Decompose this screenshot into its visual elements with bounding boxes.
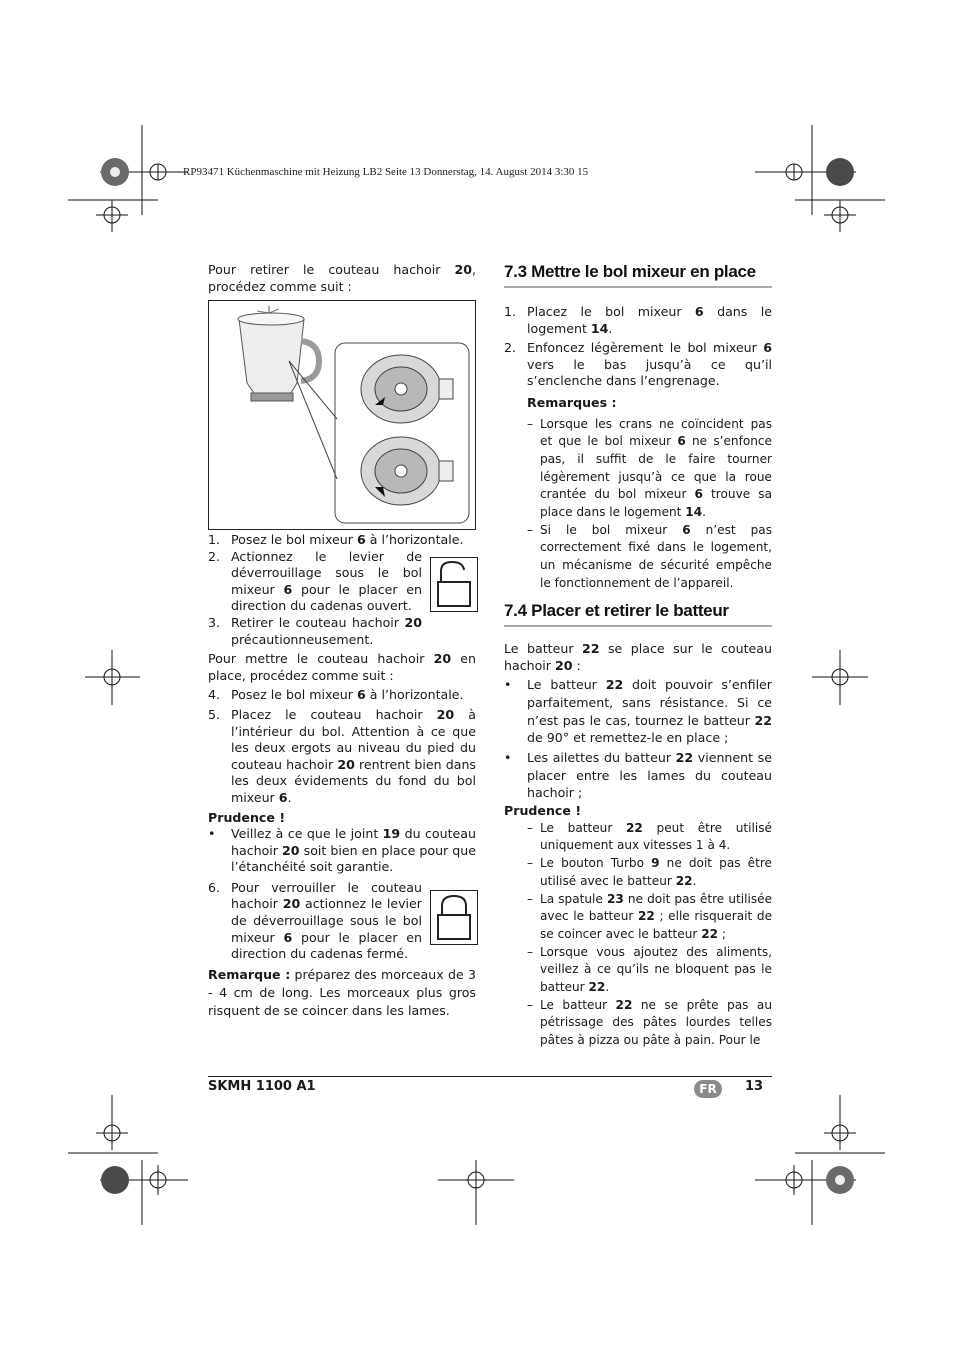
ref-number: 20 (404, 614, 422, 630)
right-column-upper (504, 304, 772, 593)
section-7-3-title: 7.3 Mettre le bol mixeur en place (504, 262, 772, 288)
footer-model: SKMH 1100 A1 (208, 1079, 316, 1094)
bullet-item (504, 749, 772, 802)
text: de 90° et remettez-le en place ; (527, 730, 729, 746)
step-4 (208, 687, 476, 704)
footer-rule (208, 1076, 772, 1077)
ref-number: 22 (626, 820, 643, 835)
ref-number: 22 (675, 873, 693, 888)
text: Les ailettes du batteur (527, 750, 676, 765)
text: en place, procédez comme suit : (208, 651, 476, 683)
ref-number: 20 (433, 651, 452, 667)
print-header: RP93471 Küchenmaschine mit Heizung LB2 Seite 13 Donnerstag, 14. August 2014 3:30 15 (183, 166, 589, 178)
text: Posez le bol mixeur (231, 687, 357, 703)
intro-paragraph (208, 262, 476, 295)
text: . (287, 789, 292, 805)
ref-number: 14 (590, 320, 609, 336)
caution-item (527, 855, 772, 890)
dash: – (527, 891, 534, 906)
illustration-figure (208, 300, 476, 530)
text: . (608, 320, 613, 336)
text: Veillez à ce que le joint (231, 826, 383, 842)
text: Enfoncez légèrement le bol mixeur (527, 340, 764, 356)
step-1 (208, 532, 476, 549)
text: ; (718, 926, 726, 941)
ref-number: 14 (685, 505, 703, 520)
text: ne doit pas être utilisé avec le batteur (540, 856, 772, 888)
ref-number: 6 (677, 434, 686, 449)
text: précautionneusement. (231, 631, 374, 647)
text: rentrent bien dans les deux évidements du fond du bol mixeur (231, 756, 476, 805)
text: . (692, 873, 697, 888)
ref-number: 22 (605, 677, 624, 693)
text: Placez le couteau hachoir (231, 706, 437, 722)
ref-number: 22 (637, 909, 655, 924)
dash: – (527, 416, 534, 431)
ref-number: 6 (283, 929, 293, 945)
text: ne s’enfonce pas, il suffit de le faire tourner légèrement jusqu’à ce que la roue crantée du bol mixeur (540, 434, 772, 502)
page-number: 13 (745, 1079, 764, 1094)
text: Actionnez le levier de déverrouillage sous le bol mixeur (231, 548, 422, 597)
text: trouve sa place dans le logement (540, 487, 772, 520)
ref-number: 20 (282, 896, 301, 912)
sec74-intro (504, 641, 772, 674)
text: Pour mettre le couteau hachoir (208, 651, 434, 667)
remarks-list (527, 416, 772, 593)
text: actionnez le levier de déverrouillage sous le bol mixeur (231, 896, 422, 945)
step-5 (208, 707, 476, 807)
caution-item (527, 820, 772, 855)
r-step-1 (504, 304, 772, 337)
text: à l’horizontale. (365, 532, 464, 547)
ref-number: 23 (606, 891, 624, 906)
text: Le batteur (504, 641, 582, 656)
text: . (605, 980, 610, 995)
ref-number: 20 (436, 706, 455, 722)
text: Le batteur (540, 820, 626, 835)
section-7-4-title: 7.4 Placer et retirer le batteur (504, 601, 772, 627)
text: Pour retirer le couteau hachoir (208, 262, 455, 277)
text: doit pouvoir s’enfiler parfaitement, sans résistance. Si ce n’est pas le cas, tournez le batteur (527, 677, 772, 728)
remark-item (527, 416, 772, 522)
ref-number: 22 (588, 980, 606, 995)
text: Lorsque les crans ne coïncident pas et que le bol mixeur (540, 416, 772, 449)
step-number: 1. (504, 304, 517, 319)
blender-bowl-illustration (209, 301, 475, 529)
padlock-open-icon (430, 557, 478, 612)
text: à l’intérieur du bol. Attention à ce que les deux ergots au niveau du pied du couteau hachoir (231, 706, 476, 772)
ref-number: 6 (356, 532, 366, 547)
text: , procédez comme suit : (208, 262, 476, 294)
step-2 (208, 549, 422, 615)
ref-number: 9 (651, 856, 660, 871)
remark-item (527, 522, 772, 593)
text: à l’horizontale. (365, 687, 464, 703)
dash: – (527, 856, 534, 871)
caution-bullet (208, 826, 476, 876)
dash: – (527, 522, 534, 537)
dash: – (527, 820, 534, 835)
ref-number: 20 (555, 657, 573, 673)
caution-item (527, 944, 772, 997)
text: ne doit pas être utilisée avec le batteur (540, 891, 773, 924)
remark-label: Remarque : (208, 966, 291, 982)
text: se place sur le couteau hachoir (504, 641, 773, 673)
text: dans le logement (527, 304, 772, 336)
step-number: 4. (208, 687, 221, 703)
text: Le batteur (540, 997, 616, 1012)
text: Le batteur (527, 677, 606, 693)
text: du couteau hachoir (231, 826, 476, 858)
step-number: 6. (208, 879, 221, 895)
caution-item (527, 891, 772, 944)
ref-number: 6 (694, 304, 704, 319)
bullet: • (504, 677, 512, 693)
text: préparez des morceaux de 3 - 4 cm de long. Les morceaux plus gros risquent de se coincer dans les lames. (208, 966, 476, 1018)
text: Posez le bol mixeur (231, 532, 357, 547)
padlock-closed-icon (430, 890, 478, 945)
text: . (702, 505, 706, 520)
ref-number: 22 (701, 926, 719, 941)
text: pour le placer en direction du cadenas fermé. (231, 929, 422, 962)
cautions-list (527, 820, 772, 1050)
left-column (208, 262, 476, 295)
ref-number: 20 (282, 842, 300, 858)
text: n’est pas correctement fixé dans le logement, un mécanisme de sécurité empêche le fonctionnement de l’appareil. (540, 522, 772, 590)
text: : (572, 657, 581, 673)
remarks-label: Remarques : (527, 394, 617, 410)
text: Lorsque vous ajoutez des aliments, veillez à ce qu’ils ne bloquent pas le batteur (540, 944, 772, 995)
text: ne se prête pas au pétrissage des pâtes lourdes telles pâtes à pizza ou pâte à pain. Pour le (540, 997, 772, 1048)
ref-number: 20 (337, 756, 355, 772)
text: Le bouton Turbo (540, 856, 652, 871)
caution-label-right: Prudence ! (504, 803, 582, 819)
ref-number: 22 (675, 750, 694, 765)
ref-number: 22 (581, 641, 600, 656)
bullet-item (504, 676, 772, 747)
dash: – (527, 997, 534, 1012)
dash: – (527, 944, 534, 959)
ref-number: 6 (694, 487, 703, 502)
text: viennent se placer entre les lames du couteau hachoir ; (527, 750, 772, 801)
step-number: 2. (208, 548, 221, 564)
ref-number: 6 (356, 687, 366, 703)
text: Placez le bol mixeur (527, 304, 695, 319)
right-column-lower (504, 641, 772, 1050)
step-6 (208, 880, 422, 963)
bullet: • (504, 750, 512, 765)
language-badge: FR (694, 1080, 722, 1098)
step-3 (208, 615, 422, 648)
step-number: 5. (208, 706, 221, 722)
text: peut être utilisé uniquement aux vitesses 1 à 4. (540, 820, 772, 853)
remark-paragraph (208, 966, 476, 1020)
step-number: 1. (208, 532, 221, 547)
mid-intro (208, 651, 476, 684)
ref-number: 20 (454, 262, 472, 277)
text: pour le placer en direction du cadenas ouvert. (231, 581, 422, 614)
ref-number: 6 (763, 340, 772, 356)
text: ; elle risquerait de se coincer avec le batteur (540, 909, 773, 941)
text: Retirer le couteau hachoir (231, 614, 405, 630)
r-step-2 (504, 340, 772, 390)
bullet: • (208, 826, 216, 842)
caution-label: Prudence ! (208, 809, 286, 825)
text: vers le bas jusqu’à ce qu’il s’enclenche dans l’engrenage. (527, 356, 772, 389)
step-number: 3. (208, 614, 221, 630)
text: soit bien en place pour que l’étanchéité soit garantie. (231, 842, 476, 875)
ref-number: 22 (754, 712, 772, 728)
text: Si le bol mixeur (540, 522, 683, 537)
ref-number: 6 (682, 522, 691, 537)
ref-number: 19 (382, 826, 401, 842)
ref-number: 22 (615, 997, 633, 1012)
text: La spatule (540, 891, 607, 906)
ref-number: 6 (283, 581, 293, 597)
text: Pour verrouiller le couteau hachoir (231, 879, 422, 912)
step-number: 2. (504, 340, 517, 356)
ref-number: 6 (278, 789, 288, 805)
caution-item (527, 997, 772, 1050)
